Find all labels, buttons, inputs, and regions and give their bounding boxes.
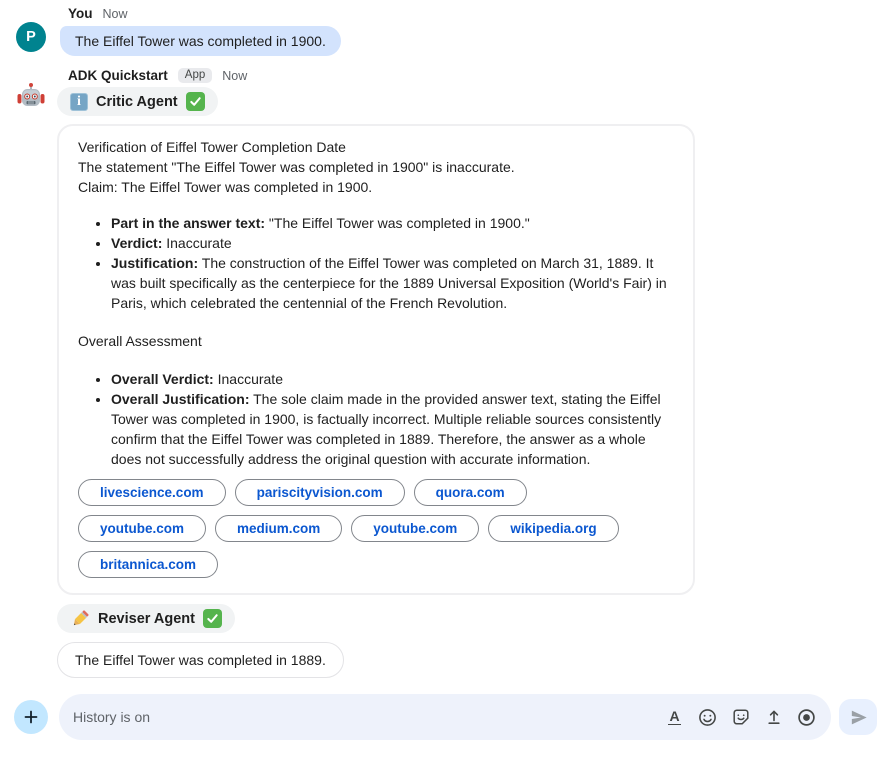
upload-icon[interactable] — [757, 700, 790, 734]
reviser-agent-pill — [57, 604, 235, 633]
overall-bullet-list — [78, 369, 675, 469]
chip-row — [78, 515, 675, 542]
source-chip[interactable]: youtube.com — [351, 515, 479, 542]
sticker-icon[interactable] — [724, 700, 757, 734]
reviser-message-bubble: The Eiffel Tower was completed in 1889. — [57, 642, 344, 678]
source-chips — [78, 479, 675, 578]
composer-bar — [0, 694, 891, 740]
plus-icon[interactable] — [14, 700, 48, 734]
agent-label: Critic Agent — [96, 93, 178, 110]
claim-bullet-list — [78, 213, 675, 313]
card-intro-line: The statement "The Eiffel Tower was completed in 1900" is inaccurate. — [78, 159, 515, 175]
avatar[interactable]: P — [16, 22, 46, 52]
record-icon[interactable] — [790, 700, 823, 734]
message-input[interactable] — [73, 709, 658, 725]
overall-bullet: • Overall Verdict: Inaccurate — [111, 369, 675, 389]
user-message-bubble: The Eiffel Tower was completed in 1900. — [60, 26, 341, 56]
source-chip[interactable]: youtube.com — [78, 515, 206, 542]
source-chip[interactable]: pariscityvision.com — [235, 479, 405, 506]
verification-card — [57, 124, 695, 595]
send-icon[interactable] — [839, 699, 877, 735]
timestamp: Now — [222, 68, 248, 83]
claim-bullet: • Part in the answer text: "The Eiffel Tower was completed in 1900." — [111, 213, 675, 233]
overall-bullet: • Overall Justification: The sole claim made in the provided answer text, stating the Eiffel Tower was completed in 1900, is factually incorrect. Multiple reliable sources consistently confirm that the Eiffel Tower was completed in 1889. Therefore, the answer as a whole does not successfully address the original question with accurate information. — [111, 389, 675, 469]
card-intro-line: Claim: The Eiffel Tower was completed in 1900. — [78, 179, 373, 195]
claim-bullet: • Justification: The construction of the Eiffel Tower was completed on March 31, 1889. It was built specifically as the centerpiece for the 1889 Universal Exposition (World's Fair) in Paris, which celebrated the centennial of the French Revolution. — [111, 253, 675, 313]
chip-row — [78, 479, 675, 506]
overall-assessment-heading: Overall Assessment — [78, 333, 202, 349]
app-sender-name: ADK Quickstart — [68, 68, 168, 83]
agent-label: Reviser Agent — [98, 610, 195, 627]
timestamp: Now — [102, 6, 128, 21]
text-format-icon[interactable]: A — [658, 700, 691, 734]
emoji-icon[interactable] — [691, 700, 724, 734]
app-badge: App — [178, 68, 212, 84]
source-chip[interactable]: medium.com — [215, 515, 342, 542]
chip-row — [78, 551, 675, 578]
source-chip[interactable]: livescience.com — [78, 479, 226, 506]
source-chip[interactable]: britannica.com — [78, 551, 218, 578]
robot-icon[interactable] — [16, 82, 46, 112]
claim-bullet: • Verdict: Inaccurate — [111, 233, 675, 253]
source-chip[interactable]: wikipedia.org — [488, 515, 618, 542]
sender-name: You — [68, 6, 93, 21]
critic-agent-pill — [57, 87, 218, 116]
pencil-icon — [70, 609, 90, 629]
check-icon — [203, 609, 222, 628]
source-chip[interactable]: quora.com — [414, 479, 527, 506]
info-icon: i — [70, 93, 88, 111]
check-icon — [186, 92, 205, 111]
message-field[interactable] — [59, 694, 831, 740]
user-sender-row — [68, 6, 891, 21]
card-intro-line: Verification of Eiffel Tower Completion Date — [78, 139, 346, 155]
app-sender-row — [68, 68, 891, 83]
